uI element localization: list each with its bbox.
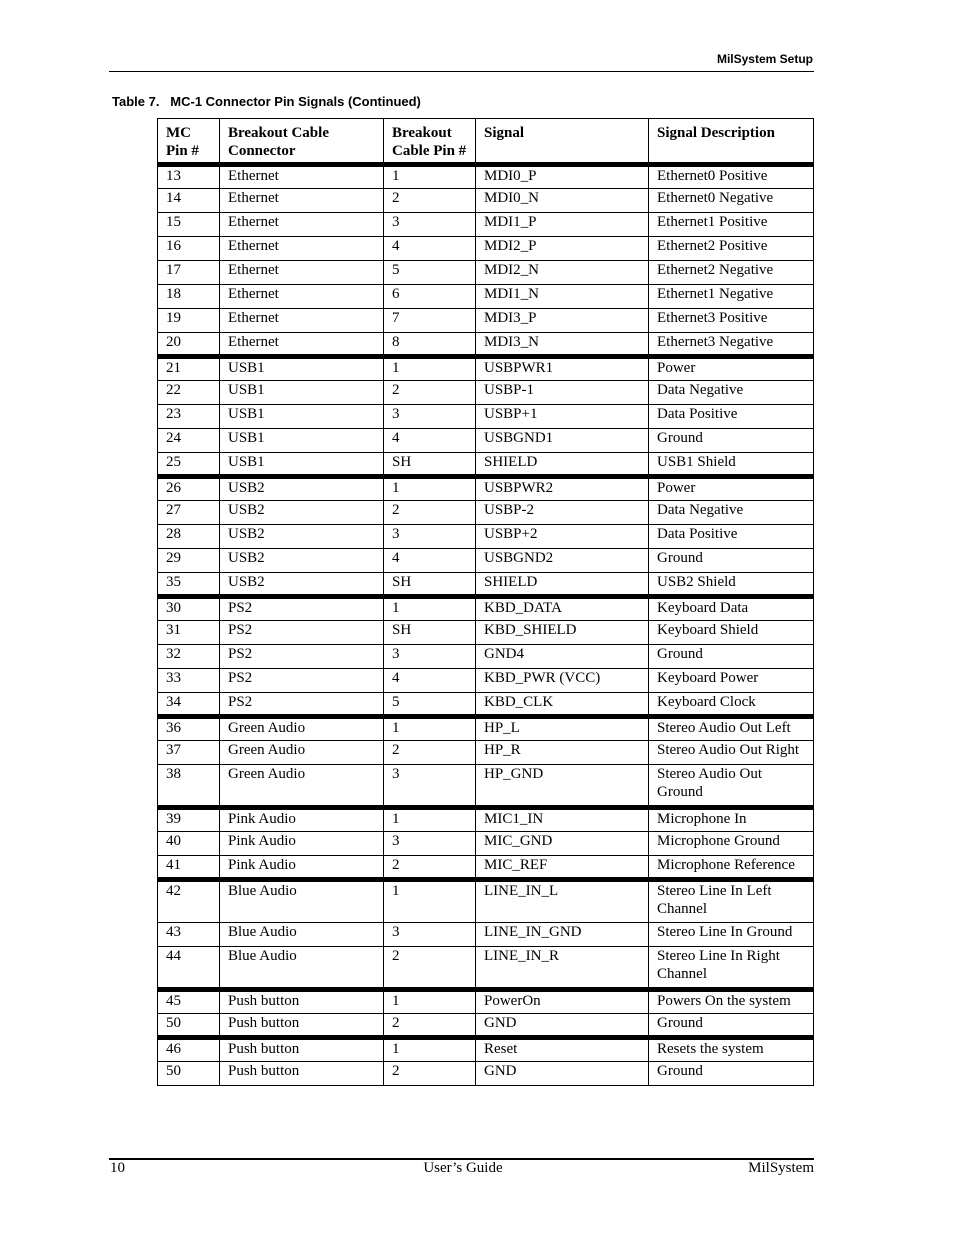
- signal-description-cell: Data Negative: [649, 501, 814, 525]
- table-row: [158, 808, 814, 832]
- table-row: [158, 453, 814, 477]
- signal-description-cell: Keyboard Shield: [649, 621, 814, 645]
- breakout-pin-cell: 2: [384, 856, 476, 880]
- mc-pin-cell: 38: [158, 765, 220, 808]
- breakout-pin-cell: 3: [384, 405, 476, 429]
- mc-pin-cell: 16: [158, 237, 220, 261]
- signal-cell: USBGND1: [476, 429, 649, 453]
- signal-description-cell: Ethernet0 Negative: [649, 189, 814, 213]
- breakout-pin-cell: 1: [384, 477, 476, 501]
- signal-description-cell: Ground: [649, 645, 814, 669]
- signal-cell: MDI2_P: [476, 237, 649, 261]
- mc-pin-cell: 32: [158, 645, 220, 669]
- breakout-connector-cell: Ethernet: [220, 165, 384, 189]
- breakout-pin-cell: 5: [384, 693, 476, 717]
- footer-product: MilSystem: [748, 1160, 814, 1176]
- mc-pin-cell: 14: [158, 189, 220, 213]
- table-row: [158, 549, 814, 573]
- mc-pin-cell: 25: [158, 453, 220, 477]
- table-row: [158, 333, 814, 357]
- mc-pin-cell: 23: [158, 405, 220, 429]
- signal-description-cell: Stereo Audio Out Left: [649, 717, 814, 741]
- header-signal-description: Signal Description: [649, 119, 814, 165]
- table-row: [158, 741, 814, 765]
- table-body: [158, 165, 814, 1086]
- signal-description-cell: Keyboard Power: [649, 669, 814, 693]
- breakout-pin-cell: 4: [384, 669, 476, 693]
- breakout-pin-cell: 3: [384, 765, 476, 808]
- mc-pin-cell: 39: [158, 808, 220, 832]
- breakout-connector-cell: Blue Audio: [220, 947, 384, 990]
- breakout-pin-cell: 5: [384, 261, 476, 285]
- breakout-pin-cell: 4: [384, 549, 476, 573]
- signal-cell: MDI0_N: [476, 189, 649, 213]
- signal-description-cell: Ethernet0 Positive: [649, 165, 814, 189]
- mc-pin-cell: 15: [158, 213, 220, 237]
- signal-cell: LINE_IN_L: [476, 880, 649, 923]
- signal-cell: MDI3_N: [476, 333, 649, 357]
- signal-cell: MIC_REF: [476, 856, 649, 880]
- breakout-connector-cell: PS2: [220, 597, 384, 621]
- breakout-pin-cell: SH: [384, 621, 476, 645]
- mc-pin-cell: 13: [158, 165, 220, 189]
- breakout-pin-cell: 3: [384, 213, 476, 237]
- header-rule: [109, 71, 814, 72]
- header-mc-pin: MC Pin #: [158, 119, 220, 165]
- breakout-pin-cell: 3: [384, 923, 476, 947]
- breakout-connector-cell: Ethernet: [220, 237, 384, 261]
- signal-cell: MIC_GND: [476, 832, 649, 856]
- breakout-pin-cell: 1: [384, 1038, 476, 1062]
- table-row: [158, 923, 814, 947]
- signal-cell: MDI0_P: [476, 165, 649, 189]
- table-row: [158, 597, 814, 621]
- breakout-pin-cell: 3: [384, 832, 476, 856]
- table-row: [158, 765, 814, 808]
- breakout-connector-cell: Push button: [220, 1062, 384, 1086]
- breakout-connector-cell: Green Audio: [220, 765, 384, 808]
- breakout-connector-cell: PS2: [220, 621, 384, 645]
- header-breakout-connector: Breakout Cable Connector: [220, 119, 384, 165]
- table-row: [158, 357, 814, 381]
- signal-cell: MIC1_IN: [476, 808, 649, 832]
- signal-cell: SHIELD: [476, 453, 649, 477]
- table-row: [158, 645, 814, 669]
- table-header-row: [158, 119, 814, 165]
- table-row: [158, 1062, 814, 1086]
- mc-pin-cell: 46: [158, 1038, 220, 1062]
- breakout-connector-cell: USB2: [220, 573, 384, 597]
- breakout-connector-cell: Pink Audio: [220, 832, 384, 856]
- signal-cell: KBD_CLK: [476, 693, 649, 717]
- signal-cell: GND: [476, 1062, 649, 1086]
- breakout-pin-cell: 2: [384, 1062, 476, 1086]
- mc-pin-cell: 19: [158, 309, 220, 333]
- mc-pin-cell: 30: [158, 597, 220, 621]
- signal-cell: USBP-2: [476, 501, 649, 525]
- signal-cell: HP_R: [476, 741, 649, 765]
- signal-cell: HP_GND: [476, 765, 649, 808]
- table-row: [158, 832, 814, 856]
- breakout-connector-cell: USB1: [220, 429, 384, 453]
- table-row: [158, 381, 814, 405]
- mc-pin-cell: 40: [158, 832, 220, 856]
- table-row: [158, 573, 814, 597]
- breakout-connector-cell: Push button: [220, 990, 384, 1014]
- table-row: [158, 261, 814, 285]
- signal-description-cell: Microphone In: [649, 808, 814, 832]
- mc-pin-cell: 43: [158, 923, 220, 947]
- breakout-pin-cell: 4: [384, 429, 476, 453]
- signal-description-cell: Microphone Ground: [649, 832, 814, 856]
- signal-description-cell: Ground: [649, 429, 814, 453]
- mc-pin-cell: 18: [158, 285, 220, 309]
- breakout-pin-cell: 2: [384, 381, 476, 405]
- signal-cell: LINE_IN_GND: [476, 923, 649, 947]
- mc-pin-cell: 45: [158, 990, 220, 1014]
- breakout-connector-cell: USB2: [220, 549, 384, 573]
- pin-signals-table: [157, 118, 814, 1086]
- signal-cell: USBGND2: [476, 549, 649, 573]
- signal-cell: MDI2_N: [476, 261, 649, 285]
- breakout-connector-cell: USB2: [220, 477, 384, 501]
- table-row: [158, 189, 814, 213]
- mc-pin-cell: 42: [158, 880, 220, 923]
- signal-description-cell: Stereo Audio Out Ground: [649, 765, 814, 808]
- signal-cell: KBD_PWR (VCC): [476, 669, 649, 693]
- signal-cell: USBPWR2: [476, 477, 649, 501]
- breakout-connector-cell: Ethernet: [220, 333, 384, 357]
- table-row: [158, 990, 814, 1014]
- signal-description-cell: Ethernet2 Positive: [649, 237, 814, 261]
- header-breakout-pin: Breakout Cable Pin #: [384, 119, 476, 165]
- breakout-pin-cell: 1: [384, 597, 476, 621]
- mc-pin-cell: 50: [158, 1062, 220, 1086]
- table-row: [158, 669, 814, 693]
- signal-description-cell: Ethernet3 Negative: [649, 333, 814, 357]
- breakout-pin-cell: 2: [384, 741, 476, 765]
- signal-cell: USBP-1: [476, 381, 649, 405]
- mc-pin-cell: 34: [158, 693, 220, 717]
- signal-description-cell: Ethernet2 Negative: [649, 261, 814, 285]
- signal-description-cell: Resets the system: [649, 1038, 814, 1062]
- mc-pin-cell: 20: [158, 333, 220, 357]
- breakout-connector-cell: PS2: [220, 693, 384, 717]
- table-row: [158, 1014, 814, 1038]
- signal-cell: USBP+1: [476, 405, 649, 429]
- mc-pin-cell: 17: [158, 261, 220, 285]
- signal-cell: PowerOn: [476, 990, 649, 1014]
- signal-description-cell: Power: [649, 357, 814, 381]
- mc-pin-cell: 35: [158, 573, 220, 597]
- table-row: [158, 309, 814, 333]
- breakout-pin-cell: 2: [384, 189, 476, 213]
- breakout-pin-cell: 2: [384, 501, 476, 525]
- breakout-connector-cell: Green Audio: [220, 741, 384, 765]
- signal-description-cell: Ethernet1 Positive: [649, 213, 814, 237]
- breakout-connector-cell: USB2: [220, 525, 384, 549]
- breakout-connector-cell: USB1: [220, 453, 384, 477]
- mc-pin-cell: 31: [158, 621, 220, 645]
- table-row: [158, 1038, 814, 1062]
- breakout-pin-cell: 1: [384, 357, 476, 381]
- breakout-connector-cell: Ethernet: [220, 309, 384, 333]
- table-row: [158, 525, 814, 549]
- table-row: [158, 213, 814, 237]
- signal-description-cell: Keyboard Clock: [649, 693, 814, 717]
- breakout-connector-cell: PS2: [220, 669, 384, 693]
- table-row: [158, 429, 814, 453]
- mc-pin-cell: 44: [158, 947, 220, 990]
- breakout-pin-cell: 1: [384, 808, 476, 832]
- signal-cell: USBPWR1: [476, 357, 649, 381]
- breakout-pin-cell: 4: [384, 237, 476, 261]
- table-row: [158, 405, 814, 429]
- breakout-pin-cell: 8: [384, 333, 476, 357]
- table-caption: Table 7. MC-1 Connector Pin Signals (Continued): [112, 94, 421, 109]
- mc-pin-cell: 28: [158, 525, 220, 549]
- signal-description-cell: Ethernet1 Negative: [649, 285, 814, 309]
- signal-description-cell: USB2 Shield: [649, 573, 814, 597]
- breakout-pin-cell: 1: [384, 880, 476, 923]
- signal-cell: USBP+2: [476, 525, 649, 549]
- signal-description-cell: Data Positive: [649, 405, 814, 429]
- breakout-connector-cell: Ethernet: [220, 285, 384, 309]
- table-row: [158, 693, 814, 717]
- signal-description-cell: Data Negative: [649, 381, 814, 405]
- running-header: MilSystem Setup: [716, 52, 813, 66]
- breakout-connector-cell: USB1: [220, 405, 384, 429]
- breakout-connector-cell: Pink Audio: [220, 808, 384, 832]
- table-row: [158, 856, 814, 880]
- signal-description-cell: Stereo Line In Right Channel: [649, 947, 814, 990]
- breakout-pin-cell: 2: [384, 1014, 476, 1038]
- mc-pin-cell: 36: [158, 717, 220, 741]
- breakout-connector-cell: Ethernet: [220, 261, 384, 285]
- breakout-connector-cell: Push button: [220, 1014, 384, 1038]
- signal-description-cell: USB1 Shield: [649, 453, 814, 477]
- breakout-pin-cell: SH: [384, 453, 476, 477]
- breakout-connector-cell: Green Audio: [220, 717, 384, 741]
- table-row: [158, 717, 814, 741]
- mc-pin-cell: 22: [158, 381, 220, 405]
- mc-pin-cell: 21: [158, 357, 220, 381]
- mc-pin-cell: 33: [158, 669, 220, 693]
- signal-cell: MDI1_P: [476, 213, 649, 237]
- breakout-connector-cell: PS2: [220, 645, 384, 669]
- mc-pin-cell: 29: [158, 549, 220, 573]
- table-row: [158, 947, 814, 990]
- mc-pin-cell: 27: [158, 501, 220, 525]
- signal-cell: KBD_DATA: [476, 597, 649, 621]
- signal-description-cell: Data Positive: [649, 525, 814, 549]
- table-row: [158, 621, 814, 645]
- breakout-connector-cell: Pink Audio: [220, 856, 384, 880]
- breakout-connector-cell: Push button: [220, 1038, 384, 1062]
- signal-cell: GND: [476, 1014, 649, 1038]
- breakout-pin-cell: 6: [384, 285, 476, 309]
- header-signal: Signal: [476, 119, 649, 165]
- signal-description-cell: Ground: [649, 1062, 814, 1086]
- breakout-connector-cell: Blue Audio: [220, 923, 384, 947]
- breakout-connector-cell: Ethernet: [220, 189, 384, 213]
- breakout-pin-cell: 1: [384, 990, 476, 1014]
- signal-cell: KBD_SHIELD: [476, 621, 649, 645]
- breakout-connector-cell: Ethernet: [220, 213, 384, 237]
- signal-cell: SHIELD: [476, 573, 649, 597]
- signal-cell: MDI3_P: [476, 309, 649, 333]
- signal-description-cell: Microphone Reference: [649, 856, 814, 880]
- signal-description-cell: Stereo Audio Out Right: [649, 741, 814, 765]
- signal-description-cell: Ethernet3 Positive: [649, 309, 814, 333]
- table-row: [158, 237, 814, 261]
- signal-cell: LINE_IN_R: [476, 947, 649, 990]
- mc-pin-cell: 26: [158, 477, 220, 501]
- table-row: [158, 880, 814, 923]
- breakout-pin-cell: 3: [384, 645, 476, 669]
- signal-description-cell: Power: [649, 477, 814, 501]
- mc-pin-cell: 24: [158, 429, 220, 453]
- signal-cell: MDI1_N: [476, 285, 649, 309]
- breakout-connector-cell: USB1: [220, 381, 384, 405]
- mc-pin-cell: 41: [158, 856, 220, 880]
- footer-title: User’s Guide: [423, 1160, 503, 1176]
- signal-description-cell: Ground: [649, 549, 814, 573]
- breakout-connector-cell: USB1: [220, 357, 384, 381]
- mc-pin-cell: 37: [158, 741, 220, 765]
- breakout-connector-cell: Blue Audio: [220, 880, 384, 923]
- signal-description-cell: Keyboard Data: [649, 597, 814, 621]
- breakout-pin-cell: 1: [384, 717, 476, 741]
- signal-cell: Reset: [476, 1038, 649, 1062]
- breakout-pin-cell: 3: [384, 525, 476, 549]
- signal-description-cell: Powers On the system: [649, 990, 814, 1014]
- signal-cell: HP_L: [476, 717, 649, 741]
- signal-description-cell: Stereo Line In Left Channel: [649, 880, 814, 923]
- table-row: [158, 165, 814, 189]
- signal-description-cell: Stereo Line In Ground: [649, 923, 814, 947]
- table-row: [158, 477, 814, 501]
- breakout-connector-cell: USB2: [220, 501, 384, 525]
- breakout-pin-cell: 1: [384, 165, 476, 189]
- page-number: 10: [110, 1160, 125, 1176]
- mc-pin-cell: 50: [158, 1014, 220, 1038]
- breakout-pin-cell: 7: [384, 309, 476, 333]
- table-row: [158, 285, 814, 309]
- breakout-pin-cell: 2: [384, 947, 476, 990]
- breakout-pin-cell: SH: [384, 573, 476, 597]
- signal-description-cell: Ground: [649, 1014, 814, 1038]
- table-row: [158, 501, 814, 525]
- signal-cell: GND4: [476, 645, 649, 669]
